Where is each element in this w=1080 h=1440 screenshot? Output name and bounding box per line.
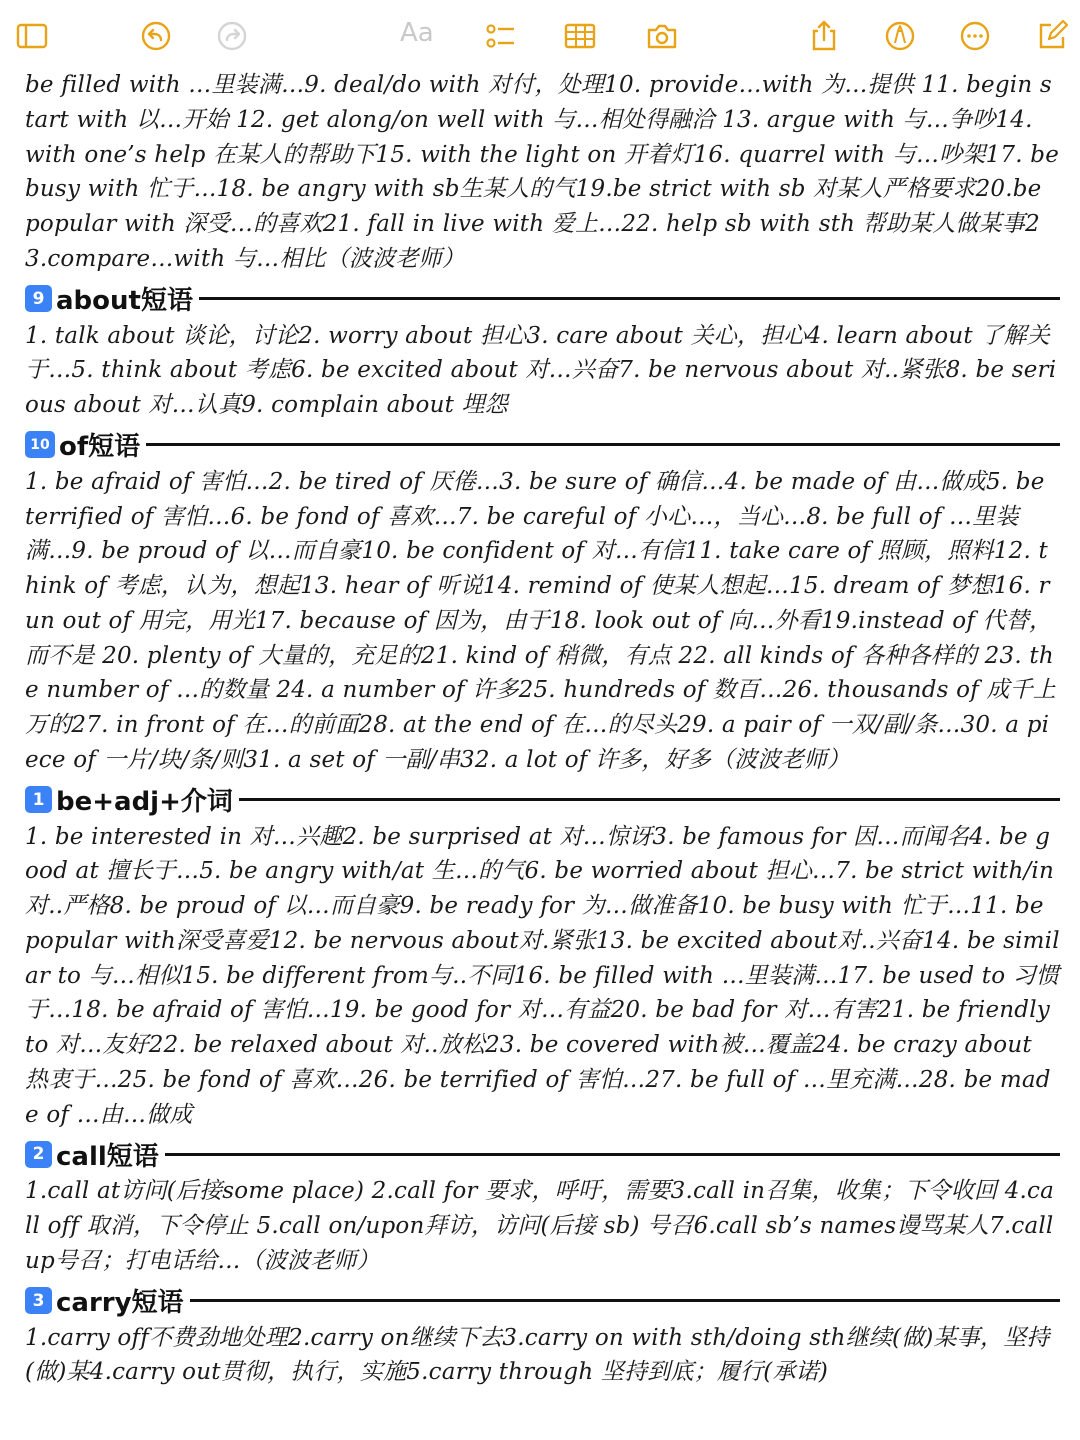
number-badge: 9 xyxy=(25,285,52,312)
section-be-adj-prep xyxy=(25,782,1060,1133)
heading-title: of短语 xyxy=(59,432,141,463)
heading-title: be+adj+介词 xyxy=(56,787,233,817)
camera-icon[interactable] xyxy=(640,14,684,58)
section-with xyxy=(25,68,1060,277)
undo-icon[interactable] xyxy=(134,14,178,58)
section-heading xyxy=(25,281,1060,317)
heading-rule xyxy=(199,297,1060,300)
section-text: 1.call at访问(后接some place) 2.call for 要求，呼吁，需要3.call in召集，收集；下令收回 4.call off 取消，下令停止 5.call on/upon拜访，访问(后接 sb) 号召6.call sb’s names谩骂某人7.call up号召；打电话给…（波波老师） xyxy=(25,1178,1055,1274)
section-text: 1. be afraid of 害怕…2. be tired of 厌倦…3. be sure of 确信…4. be made of 由…做成5. be terrified of 害怕…6. be fond of 喜欢…7. be careful of 小心…，当心…8. be full of …里装满…9. be proud of 以…而自豪10. be confident of 对…有信11. take care of 照顾，照料12. think of 考虑，认为，想起13. hear of 听说14. remind of 使某人想起…15. dream of 梦想16. run out of 用完，用光17. because of 因为，由于18. look out of 向…外看19.instead of 代替，而不是 20. plenty of 大量的，充足的21. kind of 稍微，有点 22. all kinds of 各种各样的 23. the number of …的数量 24. a number of 许多25. hundreds of 数百…26. thousands of 成千上万的27. in front of 在…的前面28. at the end of 在…的尽头29. a pair of 一双/副/条…30. a piece of 一片/块/条/则31. a set of 一副/串32. a lot of 许多，好多（波波老师） xyxy=(25,468,1057,773)
heading-title: carry短语 xyxy=(56,1288,184,1318)
table-icon[interactable] xyxy=(558,14,602,58)
note-toolbar xyxy=(0,0,1080,72)
section-text: 1. be interested in 对…兴趣2. be surprised at 对…惊讶3. be famous for 因…而闻名4. be good at 擅长于…5. be angry with/at 生…的气6. be worried about 担心…7. be strict with/in 对..严格8. be proud of 以…而自豪9. be ready for 为…做准备10. be busy with 忙于…11. be popular with深受喜爱12. be nervous about对.紧张13. be excited about对..兴奋14. be similar to 与…相似15. be different from与..不同16. be filled with …里装满…17. be used to 习惯于…18. be afraid of 害怕…19. be good for 对…有益20. be bad for 对…有害21. be friendly to 对…友好22. be relaxed about 对..放松23. be covered with被…覆盖24. be crazy about 热衷于…25. be fond of 喜欢…26. be terrified of 害怕…27. be full of …里充满…28. be made of …由…做成 xyxy=(25,823,1060,1128)
note-body[interactable] xyxy=(25,68,1060,1390)
heading-rule xyxy=(165,1153,1060,1156)
section-heading xyxy=(25,782,1060,818)
number-badge: 10 xyxy=(25,431,55,458)
section-call xyxy=(25,1136,1060,1278)
heading-title: call短语 xyxy=(56,1141,159,1172)
number-badge: 3 xyxy=(25,1287,52,1314)
compose-icon[interactable] xyxy=(1030,14,1074,58)
section-carry xyxy=(25,1283,1060,1391)
number-badge: 2 xyxy=(25,1141,52,1168)
section-text: 1. talk about 谈论，讨论2. worry about 担心3. care about 关心，担心4. learn about 了解关于…5. think about 考虑6. be excited about 对…兴奋7. be nervous about 对..紧张8. be serious about 对…认真9. complain about 埋怨 xyxy=(25,322,1057,418)
checklist-icon[interactable] xyxy=(478,14,522,58)
section-text: be filled with …里装满…9. deal/do with 对付，处理10. provide…with 为…提供 11. begin start with 以…开始 12. get along/on well with 与…相处得融洽 13. argue with 与…争吵14. with one’s help 在某人的帮助下15. with the light on 开着灯16. quarrel with 与…吵架17. be busy with 忙于…18. be angry with sb生某人的气19.be strict with sb 对某人严格要求20.be popular with 深受…的喜欢21. fall in live with 爱上…22. help sb with sth 帮助某人做某事23.compare…with 与…相比（波波老师） xyxy=(25,72,1060,272)
format-text-button[interactable]: Aa xyxy=(400,18,434,48)
more-icon[interactable] xyxy=(953,14,997,58)
redo-icon[interactable] xyxy=(210,14,254,58)
number-badge: 1 xyxy=(25,786,52,813)
section-heading xyxy=(25,1283,1060,1319)
heading-rule xyxy=(146,443,1060,446)
share-icon[interactable] xyxy=(802,14,846,58)
section-of xyxy=(25,427,1060,778)
heading-rule xyxy=(239,798,1060,801)
section-heading xyxy=(25,1136,1060,1172)
heading-rule xyxy=(190,1299,1060,1302)
heading-title: about短语 xyxy=(56,286,193,316)
markup-icon[interactable] xyxy=(878,14,922,58)
section-about xyxy=(25,281,1060,423)
sidebar-icon[interactable] xyxy=(10,14,54,58)
section-heading xyxy=(25,427,1060,463)
section-text: 1.carry off不费劲地处理2.carry on继续下去3.carry on with sth/doing sth继续(做)某事，坚持(做)某4.carry out贯彻，执行，实施5.carry through 坚持到底；履行(承诺) xyxy=(25,1324,1050,1386)
